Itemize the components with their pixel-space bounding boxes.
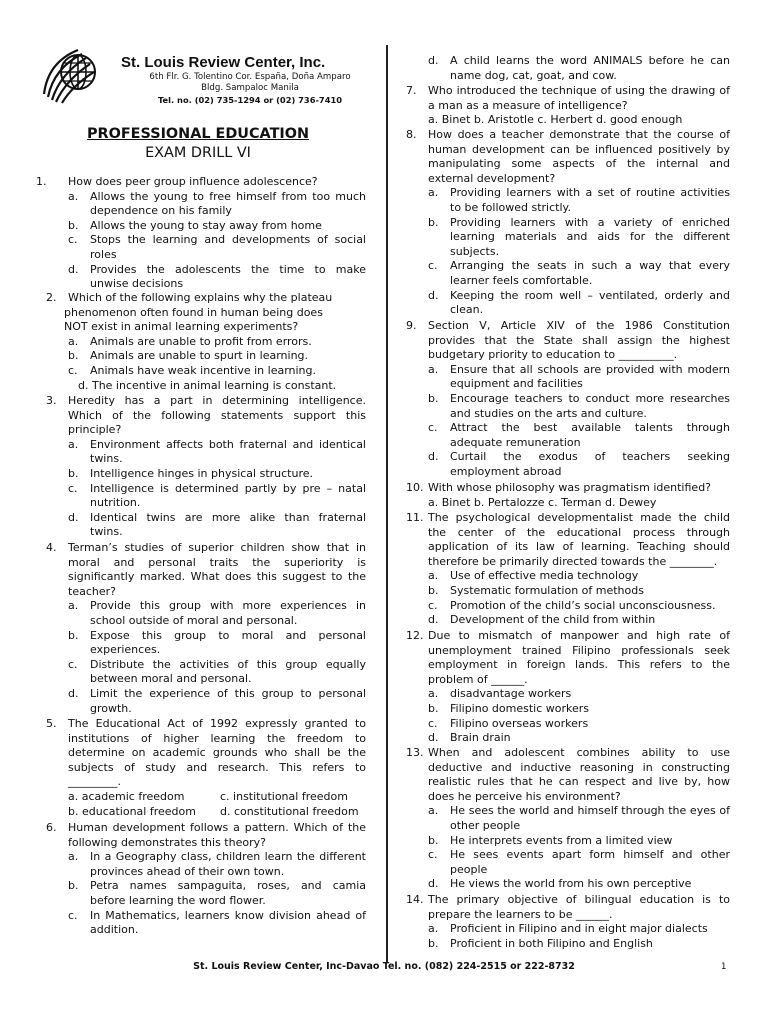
option-a: a. He sees the world and himself through the eyes of other people [428,804,730,832]
letterhead [36,40,376,110]
org-name: St. Louis Review Center, Inc. [121,54,326,71]
option-a: a. Providing learners with a set of routine activities to be followed strictly. [428,186,730,214]
option-a: a. Provide this group with more experiences in school outside of moral and personal. [68,599,366,627]
exam-drill-title: EXAM DRILL VI [145,145,251,161]
question-5: 5. The Educational Act of 1992 expressly granted to institutions of higher learning the freedom to determine on academic grounds who shall be the subjects of study and research. This refers to _________. a. academic freedom c. institutional freedom b. educational freedom d. constitutional freedom [46,717,366,818]
question-6-continued [396,54,730,83]
option-d: d. Curtail the exodus of teachers seeking employment abroad [428,450,730,478]
question-13: 13. When and adolescent combines ability to use deductive and inductive reasoning in constructing realistic rules that he can respect and live by, how does he perceive his environment? a. He sees the world and himself through the eyes of other people b. He interprets events from a limited view c. He sees events apart form himself and other people d. He views the world from his own perceptive [396,746,730,892]
question-3: 3. Heredity has a part in determining intelligence. Which of the following statements support this principle? a. Environment affects both fraternal and identical twins. b. Intelligence hinges in physical structure. c. Intelligence is determined partly by pre – natal nutrition. d. Identical twins are more alike than fraternal twins. [36,394,366,540]
option-d: d. Keeping the room well – ventilated, orderly and clean. [428,288,730,317]
option-c: c. Distribute the activities of this group equally between moral and personal. [68,657,366,686]
question-6: 6. Human development follows a pattern. Which of the following demonstrates this theory? a. In a Geography class, children learn the different provinces ahead of their own town. b. Petra names sampaguita, roses, and camia before learning the word flower. c. In Mathematics, learners know division ahead of addition. [36,821,366,938]
option-d: d. Development of the child from within [428,613,656,627]
column-divider [386,45,388,963]
option-d: d. The incentive in animal learning is constant. [78,378,337,392]
option-c: c. Arranging the seats in such a way that every learner feels comfortable. [428,259,730,287]
globe-logo-icon [38,42,110,104]
option-a: a. Ensure that all schools are provided with modern equipment and facilities [428,362,730,391]
option-c: c. He sees events apart form himself and other people [428,848,730,876]
options-row-2: b. educational freedom d. constitutional freedom [68,804,359,818]
question-8: 8. How does a teacher demonstrate that the course of human development can be influenced positively by manipulating some aspects of the internal and external development? a. Providing learners with a set of routine activities to be followed strictly. b. Providing learners with a variety of enriched learning materials and aids for the different subjects. c. Arranging the seats in such a way that every learner feels comfortable. d. Keeping the room well – ventilated, orderly and clean. [396,128,730,318]
option-d: d. He views the world from his own perceptive [428,877,692,891]
option-b: b. Petra names sampaguita, roses, and camia before learning the word flower. [68,879,366,907]
question-4: 4. Terman’s studies of superior children show that in moral and personal traits the superiority is significantly marked. What does this suggest to the teacher? a. Provide this group with more experiences in school outside of moral and personal. b. Expose this group to moral and personal experiences. c. Distribute the activities of this group equally between moral and personal. d. Limit the experience of this group to personal growth. [36,541,366,716]
option-c: c. Filipino overseas workers [428,716,589,730]
question-11: 11. The psychological developmentalist made the child the center of the educational process through application of its law of learning. Teaching should therefore be primarily directed towards the ________. a. Use of effective media technology b. Systematic formulation of methods c. Promotion of the child’s social unconsciousness. d. Development of the child from within [396,511,730,628]
org-address: 6th Flr. G. Tolentino Cor. España, Doña Amparo Bldg. Sampaloc Manila [149,72,351,93]
question-10: 10. With whose philosophy was pragmatism identified? a. Binet b. Pertalozze c. Terman d. Dewey [406,481,712,509]
option-b: b. Systematic formulation of methods [428,583,644,597]
option-d: d. Identical twins are more alike than fraternal twins. [68,510,366,539]
question-1: 1. How does peer group influence adolescence? a. Allows the young to free himself from too much dependence on his family b. Allows the young to stay away from home c. Stops the learning and developments of social roles d. Provides the adolescents the time to make unwise decisions [36,175,366,291]
option-c: c. Animals have weak incentive in learning. [68,363,317,377]
option-a: a. Use of effective media technology [428,569,639,583]
page-footer: St. Louis Review Center, Inc-Davao Tel. no. (082) 224-2515 or 222-8732 [193,961,575,972]
option-b: b. Providing learners with a variety of enriched learning materials and aids for the different subjects. [428,215,730,258]
question-12: 12. Due to mismatch of manpower and high rate of unemployment trained Filipino professionals seek employment in foreign lands. This refers to the problem of ______. a. disadvantage workers b. Filipino domestic workers c. Filipino overseas workers d. Brain drain [396,629,730,746]
option-c: c. Intelligence is determined partly by pre – natal nutrition. [68,481,366,510]
option-c: c. Attract the best available talents through adequate remuneration [428,421,730,449]
option-b: b. Filipino domestic workers [428,701,590,715]
option-d: d. Brain drain [428,731,511,745]
option-d: d. A child learns the word ANIMALS before he can name dog, cat, goat, and cow. [428,54,730,82]
option-b: b. Animals are unable to spurt in learning. [68,349,309,363]
option-b: b. Encourage teachers to conduct more researches and studies on the arts and culture. [428,391,730,420]
question-9: 9. Section V, Article XIV of the 1986 Constitution provides that the State shall assign the highest budgetary priority to education to __________. a. Ensure that all schools are provided with modern equipment and facilities b. Encourage teachers to conduct more researches and studies on the arts and culture. c. Attract the best available talents through adequate remuneration d. Curtail the exodus of teachers seeking employment abroad [396,319,730,480]
question-14: 14. The primary objective of bilingual education is to prepare the learners to be ______. a. Proficient in Filipino and in eight major dialects b. Proficient in both Filipino and English [396,893,730,951]
org-telephone: Tel. no. (02) 735-1294 or (02) 736-7410 [157,95,343,105]
option-a: a. Environment affects both fraternal and identical twins. [68,437,366,466]
option-b: b. Allows the young to stay away from home [68,218,322,232]
option-d: d. Provides the adolescents the time to make unwise decisions [68,262,366,291]
option-b: b. He interprets events from a limited view [428,833,673,847]
exam-subject-title: PROFESSIONAL EDUCATION [86,126,310,142]
option-a: a. In a Geography class, children learn the different provinces ahead of their own town. [68,850,366,878]
option-a: a. Animals are unable to profit from errors. [68,334,312,348]
option-d: d. Limit the experience of this group to personal growth. [68,686,366,715]
option-c: c. In Mathematics, learners know division ahead of addition. [68,908,366,937]
option-a: a. Proficient in Filipino and in eight major dialects [428,922,708,936]
option-a: a. Allows the young to free himself from too much dependence on his family [68,189,366,218]
question-7: 7. Who introduced the technique of using the drawing of a man as a measure of intelligence? a. Binet b. Aristotle c. Herbert d. good enough [406,84,730,127]
option-b: b. Expose this group to moral and personal experiences. [68,628,366,657]
option-c: c. Promotion of the child’s social unconsciousness. [428,598,716,612]
page-number: 1 [721,962,727,972]
option-b: b. Proficient in both Filipino and English [428,936,653,950]
question-2: 2. Which of the following explains why the plateau phenomenon often found in human being does NOT exist in animal learning experiments? a. Animals are unable to profit from errors. b. Animals are unable to spurt in learning. c. Animals have weak incentive in learning. d. The incentive in animal learning is constant. [36,291,366,393]
option-c: c. Stops the learning and developments of social roles [68,233,366,261]
options-row-1: a. academic freedom c. institutional freedom [68,789,348,803]
option-b: b. Intelligence hinges in physical structure. [68,466,314,480]
option-a: a. disadvantage workers [428,687,572,701]
